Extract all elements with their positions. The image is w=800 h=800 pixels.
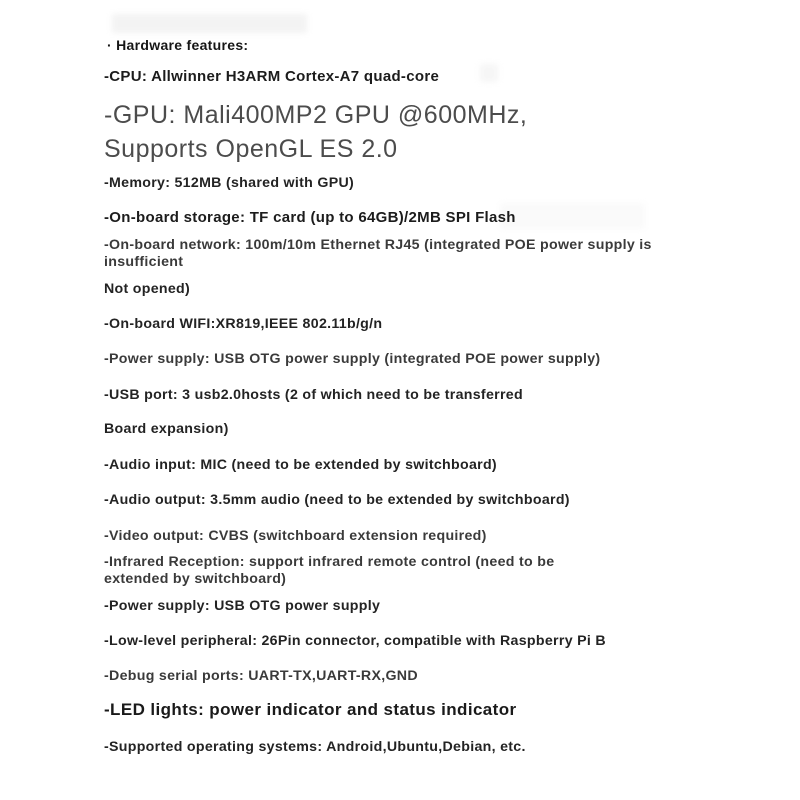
- overlay-artifact-patch: [500, 203, 645, 229]
- feature-os-support-line: -Supported operating systems: Android,Ubuntu,Debian, etc.: [104, 739, 526, 755]
- feature-memory-line: -Memory: 512MB (shared with GPU): [104, 175, 355, 191]
- overlay-artifact-patch: [112, 14, 307, 33]
- feature-audio-input-line: -Audio input: MIC (need to be extended by switchboard): [104, 457, 497, 473]
- feature-storage-line: -On-board storage: TF card (up to 64GB)/2MB SPI Flash: [104, 209, 516, 226]
- feature-infrared-line: -Infrared Reception: support infrared remote control (need to be extended by switchboard): [104, 554, 555, 587]
- feature-cpu-line: -CPU: Allwinner H3ARM Cortex-A7 quad-core: [104, 68, 440, 85]
- section-title: · Hardware features:: [107, 37, 249, 53]
- feature-led-lights-line: -LED lights: power indicator and status indicator: [104, 700, 517, 719]
- feature-audio-output-line: -Audio output: 3.5mm audio (need to be extended by switchboard): [104, 492, 570, 508]
- feature-debug-serial-line: -Debug serial ports: UART-TX,UART-RX,GND: [104, 668, 418, 684]
- feature-power-supply-poe-line: -Power supply: USB OTG power supply (integrated POE power supply): [104, 351, 601, 367]
- feature-network-line: -On-board network: 100m/10m Ethernet RJ45 (integrated POE power supply is insufficient: [104, 237, 652, 270]
- feature-low-level-peripheral-line: -Low-level peripheral: 26Pin connector, compatible with Raspberry Pi B: [104, 633, 606, 649]
- feature-power-supply-otg-line: -Power supply: USB OTG power supply: [104, 598, 381, 614]
- feature-video-output-line: -Video output: CVBS (switchboard extension required): [104, 528, 487, 544]
- feature-gpu-line: -GPU: Mali400MP2 GPU @600MHz, Supports OpenGL ES 2.0: [104, 101, 528, 163]
- feature-usb-port-line: -USB port: 3 usb2.0hosts (2 of which need to be transferred: [104, 387, 523, 403]
- feature-network-continuation-line: Not opened): [104, 281, 191, 297]
- overlay-artifact-patch: [480, 64, 498, 82]
- feature-wifi-line: -On-board WIFI:XR819,IEEE 802.11b/g/n: [104, 316, 383, 332]
- feature-board-expansion-line: Board expansion): [104, 421, 229, 437]
